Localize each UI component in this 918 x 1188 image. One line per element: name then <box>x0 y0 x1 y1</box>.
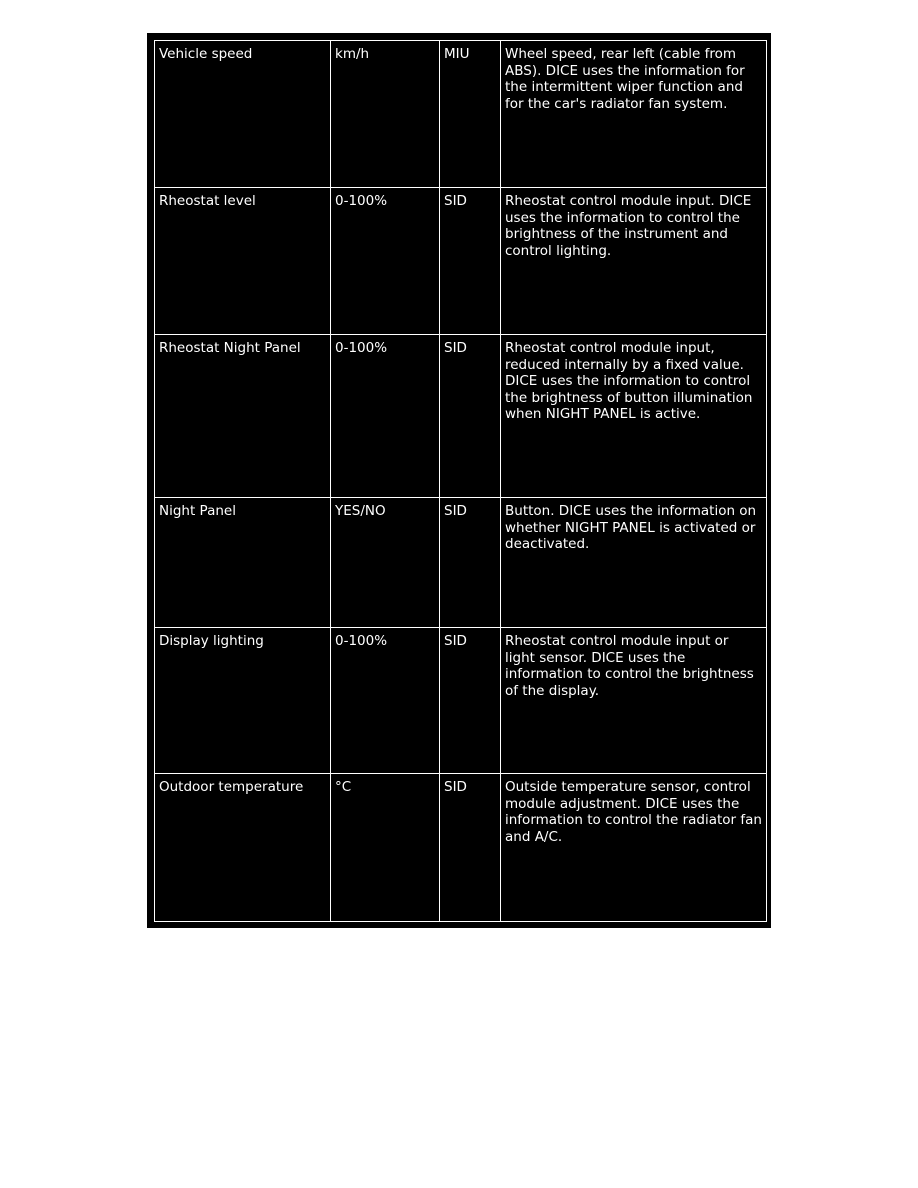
signal-description-cell: Wheel speed, rear left (cable from ABS). DICE uses the information for the intermittent wiper function and for the car's radiator fan system. <box>501 41 767 188</box>
table-row <box>155 335 767 498</box>
table-row <box>155 188 767 335</box>
signal-unit-cell: YES/NO <box>331 498 440 628</box>
signal-unit-cell: °C <box>331 774 440 922</box>
table-row <box>155 498 767 628</box>
signal-unit-cell: 0-100% <box>331 335 440 498</box>
table-row <box>155 774 767 922</box>
table-row <box>155 41 767 188</box>
signal-source-cell: SID <box>440 498 501 628</box>
signal-description-cell: Rheostat control module input, reduced internally by a fixed value. DICE uses the information to control the brightness of button illumination when NIGHT PANEL is active. <box>501 335 767 498</box>
signal-unit-cell: km/h <box>331 41 440 188</box>
signal-source-cell: SID <box>440 628 501 774</box>
signal-table-frame <box>147 33 771 928</box>
signal-name-cell: Night Panel <box>155 498 331 628</box>
signal-table <box>154 40 767 922</box>
signal-name-cell: Outdoor temperature <box>155 774 331 922</box>
signal-unit-cell: 0-100% <box>331 628 440 774</box>
signal-name-cell: Display lighting <box>155 628 331 774</box>
signal-unit-cell: 0-100% <box>331 188 440 335</box>
signal-source-cell: SID <box>440 188 501 335</box>
signal-description-cell: Rheostat control module input. DICE uses the information to control the brightness of the instrument and control lighting. <box>501 188 767 335</box>
signal-name-cell: Vehicle speed <box>155 41 331 188</box>
signal-description-cell: Button. DICE uses the information on whether NIGHT PANEL is activated or deactivated. <box>501 498 767 628</box>
signal-name-cell: Rheostat level <box>155 188 331 335</box>
signal-description-cell: Outside temperature sensor, control module adjustment. DICE uses the information to control the radiator fan and A/C. <box>501 774 767 922</box>
table-row <box>155 628 767 774</box>
signal-description-cell: Rheostat control module input or light sensor. DICE uses the information to control the brightness of the display. <box>501 628 767 774</box>
signal-source-cell: SID <box>440 335 501 498</box>
signal-source-cell: SID <box>440 774 501 922</box>
signal-name-cell: Rheostat Night Panel <box>155 335 331 498</box>
signal-source-cell: MIU <box>440 41 501 188</box>
